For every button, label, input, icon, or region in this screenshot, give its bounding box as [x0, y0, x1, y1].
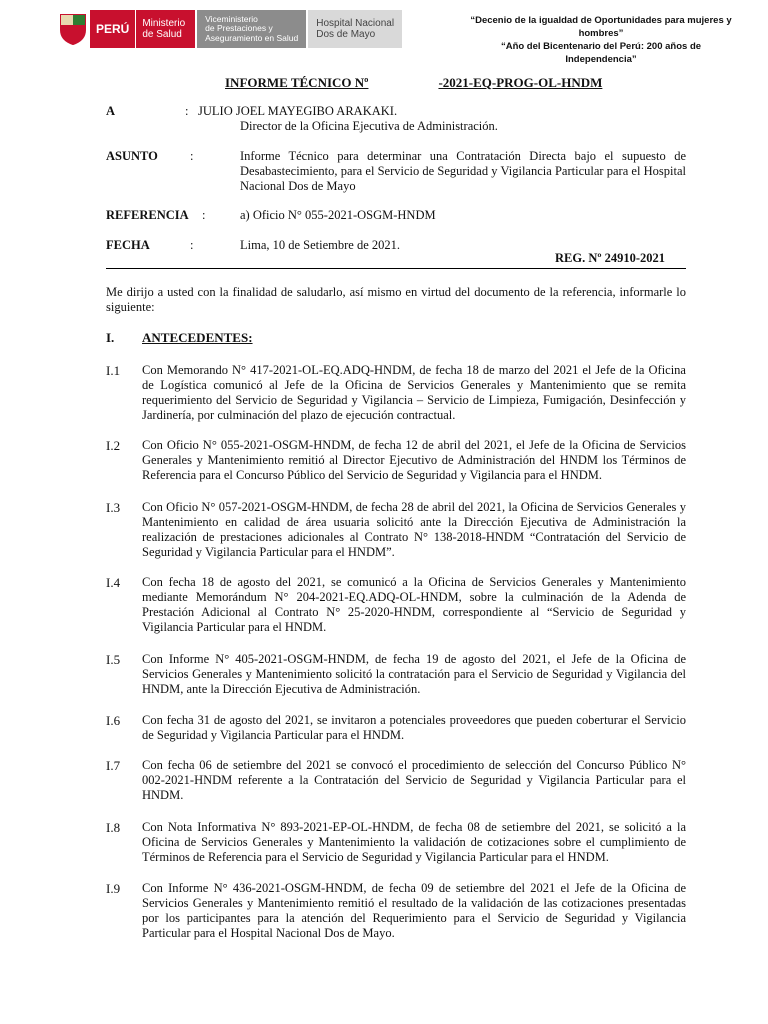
section-heading: I. ANTECEDENTES:: [106, 330, 253, 345]
ministerio-logo: Ministerio de Salud: [135, 10, 195, 48]
intro-paragraph: Me dirijo a usted con la finalidad de saludarlo, así mismo en virtud del documento de la referencia, informarle lo siguiente:: [106, 285, 686, 314]
to-label: A: [106, 104, 116, 118]
antecedent-item: I.7 Con fecha 06 de setiembre del 2021 se convocó el procedimiento de selección del Concurso Público N° 002-2021-HNDM referente a la Contratación del Servicio de Seguridad y Vigilancia Particular para el HNDM.: [106, 758, 686, 802]
antecedent-item: I.3 Con Oficio N° 057-2021-OSGM-HNDM, de fecha 28 de abril del 2021, la Oficina de Servicios Generales y Mantenimiento en calidad de área usuaria solicitó ante la Dirección Ejecutiva de Administración la realización de prestaciones adicionales al Contrato N° 138-2018-HNDM “Contratación del Servicio de Seguridad y Vigilancia Particular para el HNDM”.: [106, 500, 686, 559]
registration-number: REG. Nº 24910-2021: [555, 251, 666, 265]
to-position: Director de la Oficina Ejecutiva de Administración.: [240, 119, 498, 133]
subject-text: Informe Técnico para determinar una Contratación Directa bajo el supuesto de Desabastecimiento, para el Servicio de Seguridad y Vigilancia Particular para el Hospital Nacional Dos de Mayo: [240, 149, 686, 193]
subject-label: ASUNTO: [106, 149, 158, 163]
reference-text: a) Oficio N° 055-2021-OSGM-HNDM: [240, 208, 436, 222]
hospital-logo: Hospital Nacional Dos de Mayo: [308, 10, 402, 48]
reference-colon: :: [202, 208, 206, 222]
antecedent-item: I.2 Con Oficio N° 055-2021-OSGM-HNDM, de fecha 12 de abril del 2021, el Jefe de la Oficina de Servicios Generales y Mantenimiento remitió al Director Ejecutivo de Administración del HNDM los Términos de Referencia para el Concurso Público del Servicio de Seguridad y Vigilancia para el HNDM.: [106, 438, 686, 482]
date-colon: :: [190, 238, 194, 252]
antecedent-item: I.5 Con Informe N° 405-2021-OSGM-HNDM, de fecha 19 de agosto del 2021, el Jefe de la Oficina de Servicios Generales y Mantenimiento solicitó la contratación para el Servicio de Seguridad y Vigilancia del HNDM, ante la Dirección Ejecutiva de Administración.: [106, 652, 686, 696]
date-label: FECHA: [106, 238, 150, 252]
separator-rule: [106, 268, 686, 269]
to-name: JULIO JOEL MAYEGIBO ARAKAKI.: [198, 104, 398, 118]
document-title: INFORME TÉCNICO Nº -2021-EQ-PROG-OL-HNDM: [225, 75, 603, 90]
peru-logo: PERÚ: [90, 10, 135, 48]
date-text: Lima, 10 de Setiembre de 2021.: [240, 238, 401, 252]
subject-colon: :: [190, 149, 194, 163]
antecedent-item: I.6 Con fecha 31 de agosto del 2021, se invitaron a potenciales proveedores que pueden coberturar el Servicio de Seguridad y Vigilancia Particular para el HNDM.: [106, 713, 686, 742]
coat-of-arms-icon: [56, 10, 90, 48]
reference-label: REFERENCIA: [106, 208, 189, 222]
antecedent-item: I.4 Con fecha 18 de agosto del 2021, se comunicó a la Oficina de Servicios Generales y Mantenimiento mediante Memorándum N° 204-2021-EQ.ADQ-OL-HNDM, sobre la culminación de la Adenda de Prestación Adicional al Contrato N° 25-2020-HNDM, correspondiente al “Servicio de Seguridad y Vigilancia Particular para el HNDM.: [106, 575, 686, 634]
antecedent-item: I.9 Con Informe N° 436-2021-OSGM-HNDM, de fecha 09 de setiembre del 2021 el Jefe de la Oficina de Servicios Generales y Mantenimiento remitió el resultado de la validación de las cotizaciones presentadas por los participantes para la atención del Requerimiento para el Servicio de Seguridad y Vigilancia Particular para el Hospital Nacional Dos de Mayo.: [106, 881, 686, 940]
viceministerio-logo: Viceministerio de Prestaciones y Aseguramiento en Salud: [197, 10, 306, 48]
antecedent-item: I.1 Con Memorando N° 417-2021-OL-EQ.ADQ-HNDM, de fecha 18 de marzo del 2021 el Jefe de la Oficina de Logística comunicó al Jefe de la Oficina de Servicios Generales y Mantenimiento que se remita requerimiento del Servicio de Seguridad y Vigilancia – Servicio de Limpieza, Fumigación, Desinfección y Jardinería, por culminación del plazo de ejecución contractual.: [106, 363, 686, 422]
decenio-header: “Decenio de la igualdad de Oportunidades para mujeres y hombres” “Año del Bicentenario del Perú: 200 años de Independencia”: [470, 15, 732, 65]
header-logos: [56, 10, 402, 48]
to-colon: :: [185, 104, 189, 118]
antecedent-item: I.8 Con Nota Informativa N° 893-2021-EP-OL-HNDM, de fecha 08 de setiembre del 2021, se solicitó a la Oficina de Servicios Generales y Mantenimiento la validación de cotizaciones sobre el cumplimiento de Términos de Referencia para el Servicio de Seguridad y Vigilancia Particular para el HNDM.: [106, 820, 686, 864]
